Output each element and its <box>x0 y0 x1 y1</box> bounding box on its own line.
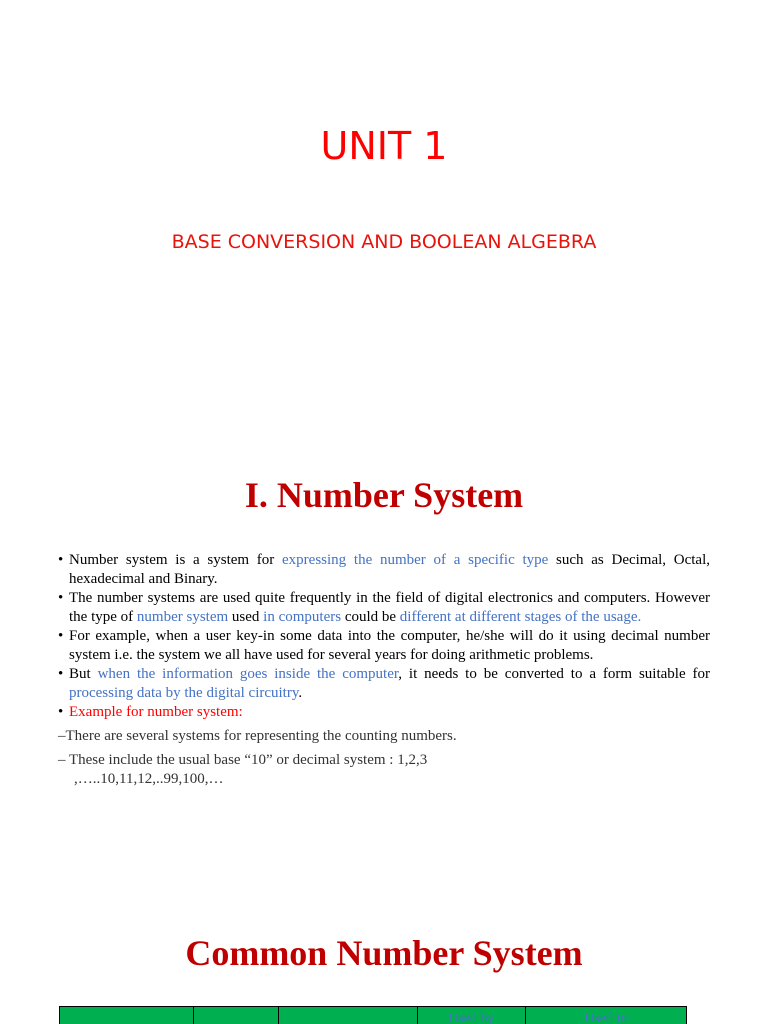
bullet-text: The number systems are used quite frequently in the field of digital electronics and computers. However the type of <box>69 590 710 625</box>
table-header-cell <box>194 1007 280 1024</box>
bullet-text: when the information goes inside the computer <box>97 666 399 682</box>
table-header-cell <box>60 1007 194 1024</box>
sub-bullet-text: – These include the usual base “10” or decimal system : 1,2,3 <box>58 752 428 768</box>
bullet-item <box>58 703 710 722</box>
sub-bullet-item <box>58 751 710 789</box>
bullet-dot: • <box>58 704 64 720</box>
section-heading: I. Number System <box>244 475 524 515</box>
bullet-text: such as Decimal, Octal, hexadecimal and Binary. <box>69 552 711 587</box>
bullet-text: different at different stages of the usage. <box>399 609 642 625</box>
sub-bullet-item <box>58 727 710 746</box>
bullet-text: expressing the number of a specific type <box>282 552 549 568</box>
bullet-dot: • <box>58 552 64 568</box>
bullet-dot: • <box>58 666 64 682</box>
sub-bullet-text-continued: ,…..10,11,12,..99,100,… <box>74 771 224 787</box>
bullet-text: Example for number system: <box>69 704 243 720</box>
bullet-text: number system <box>136 609 229 625</box>
unit-title: UNIT 1 <box>320 124 448 168</box>
bullet-dot: • <box>58 590 64 606</box>
bullet-text: in computers <box>263 609 342 625</box>
table-header-cell <box>279 1007 418 1024</box>
bullet-text: . <box>298 685 303 701</box>
table-header-cell: Used in <box>526 1007 686 1024</box>
number-system-table-header <box>59 1006 687 1024</box>
bullet-dot: • <box>58 628 64 644</box>
section-heading-common: Common Number System <box>185 933 583 973</box>
bullet-text: Number system is a system for <box>69 552 283 568</box>
bullet-text: used <box>228 609 264 625</box>
bullet-item <box>58 589 710 627</box>
bullet-list <box>58 551 710 789</box>
bullet-item <box>58 665 710 703</box>
unit-subtitle: BASE CONVERSION AND BOOLEAN ALGEBRA <box>171 231 597 253</box>
bullet-text: For example, when a user key-in some data into the computer, he/she will do it using decimal number system i.e. the system we all have used for several years for doing arithmetic problems. <box>69 628 710 663</box>
bullet-text: , it needs to be converted to a form suitable for <box>398 666 710 682</box>
table-header-cell: Used by <box>418 1007 526 1024</box>
bullet-item <box>58 551 710 589</box>
bullet-text: processing data by the digital circuitry <box>69 685 299 701</box>
sub-bullet-text: –There are several systems for representing the counting numbers. <box>58 728 457 744</box>
bullet-item <box>58 627 710 665</box>
bullet-text: could be <box>341 609 400 625</box>
bullet-text: But <box>69 666 98 682</box>
